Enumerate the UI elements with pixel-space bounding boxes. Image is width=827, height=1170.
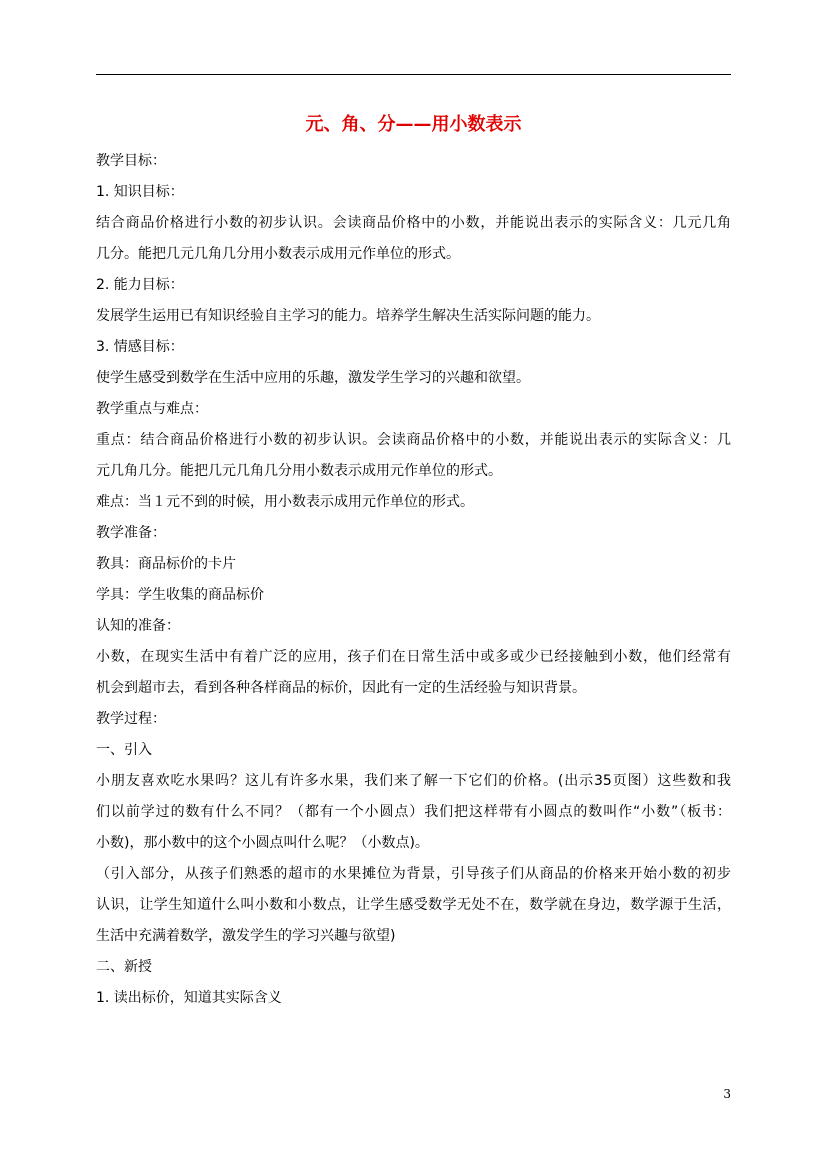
paragraph-line: 学具：学生收集的商品标价 <box>96 587 264 603</box>
paragraph-line: 几分。能把几元几角几分用小数表示成用元作单位的形式。 <box>96 246 460 262</box>
paragraph-line: 机会到超市去，看到各种各样商品的标价，因此有一定的生活经验与知识背景。 <box>96 680 586 696</box>
paragraph-line: 认识，让学生知道什么叫小数和小数点，让学生感受数学无处不在，数学就在身边，数学源于生活， <box>96 897 731 913</box>
document-title: 元、角、分——用小数表示 <box>305 114 522 135</box>
subheading-knowledge: 1. 知识目标： <box>96 184 184 200</box>
paragraph-line: 教具：商品标价的卡片 <box>96 556 236 572</box>
paragraph-line: 小数，在现实生活中有着广泛的应用，孩子们在日常生活中或多或少已经接触到小数，他们经常有 <box>96 649 731 665</box>
page-number: 3 <box>723 1087 731 1101</box>
paragraph-line: （引入部分，从孩子们熟悉的超市的水果摊位为背景，引导孩子们从商品的价格来开始小数的初步 <box>96 866 731 882</box>
paragraph-line: 发展学生运用已有知识经验自主学习的能力。培养学生解决生活实际问题的能力。 <box>96 308 600 324</box>
paragraph-line: 元几角几分。能把几元几角几分用小数表示成用元作单位的形式。 <box>96 463 502 479</box>
subheading-new-lesson: 二、新授 <box>96 959 152 975</box>
header-rule <box>96 74 731 75</box>
subheading-introduction: 一、引入 <box>96 742 152 758</box>
section-heading-key-points: 教学重点与难点： <box>96 401 208 417</box>
paragraph-line: 小数)，那小数中的这个小圆点叫什么呢？（小数点)。 <box>96 835 429 851</box>
subheading-emotion: 3. 情感目标： <box>96 339 184 355</box>
paragraph-line: 难点：当１元不到的时候，用小数表示成用元作单位的形式。 <box>96 494 474 510</box>
section-heading-objectives: 教学目标： <box>96 153 166 169</box>
paragraph-line: 重点：结合商品价格进行小数的初步认识。会读商品价格中的小数，并能说出表示的实际含义：几 <box>96 432 731 448</box>
paragraph-line: 结合商品价格进行小数的初步认识。会读商品价格中的小数，并能说出表示的实际含义：几元几角 <box>96 215 731 231</box>
paragraph-line: 生活中充满着数学，激发学生的学习兴趣与欲望) <box>96 928 396 944</box>
paragraph-line: 使学生感受到数学在生活中应用的乐趣，激发学生学习的兴趣和欲望。 <box>96 370 530 386</box>
document-body <box>96 146 731 1014</box>
section-heading-process: 教学过程： <box>96 711 166 727</box>
subheading-read-prices: 1. 读出标价，知道其实际含义 <box>96 990 282 1006</box>
paragraph-line: 小朋友喜欢吃水果吗？这儿有许多水果，我们来了解一下它们的价格。(出示35页图）这些数和我 <box>96 773 731 789</box>
section-heading-cognitive-prep: 认知的准备： <box>96 618 180 634</box>
section-heading-preparation: 教学准备： <box>96 525 166 541</box>
subheading-ability: 2. 能力目标： <box>96 277 184 293</box>
paragraph-line: 们以前学过的数有什么不同？（都有一个小圆点）我们把这样带有小圆点的数叫作“小数”（板书： <box>96 804 731 820</box>
